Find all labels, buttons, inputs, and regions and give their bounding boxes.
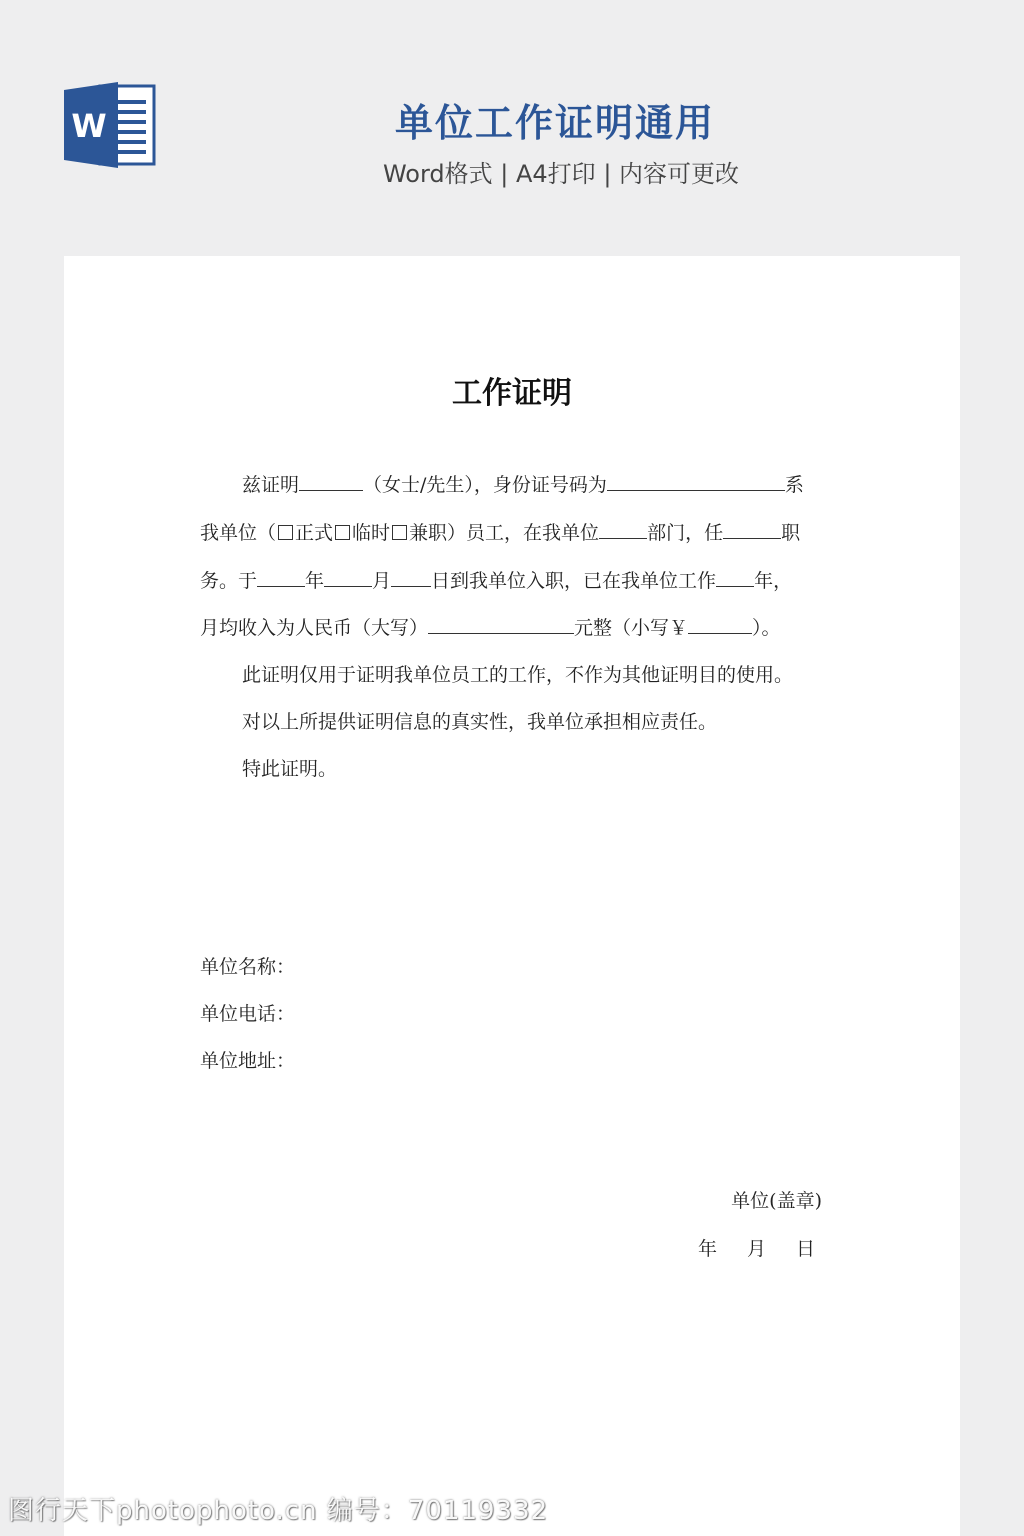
seal-label: 单位(盖章): [731, 1190, 822, 1212]
blank-position: [723, 520, 781, 539]
text: 职: [781, 522, 801, 544]
document-title: 工作证明: [452, 376, 572, 411]
page-subtitle: Word格式 | A4打印 | 内容可更改: [382, 160, 740, 188]
document-page: [64, 256, 960, 1536]
date-month: 月: [747, 1238, 767, 1260]
text: 日到我单位入职，已在我单位工作: [431, 570, 717, 592]
paragraph-4: 特此证明。: [242, 758, 338, 780]
checkbox-icon: [392, 525, 407, 540]
unit-name-label: 单位名称：: [200, 956, 296, 978]
blank-id-number: [607, 472, 785, 491]
paragraph-1-line-3: [200, 566, 792, 593]
text: 兼职）员工，在我单位: [409, 522, 600, 544]
blank-day: [391, 568, 431, 587]
text: 元整（小写￥: [574, 617, 689, 639]
word-icon-letter: W: [71, 107, 107, 145]
page-title: 单位工作证明通用: [394, 101, 715, 145]
unit-phone-label: 单位电话：: [200, 1003, 296, 1025]
watermark: 图行天下photophoto.cn 编号：70119332: [8, 1496, 549, 1526]
checkbox-icon: [278, 525, 293, 540]
paragraph-1-line-1: [242, 470, 804, 497]
text: 年，: [754, 570, 793, 592]
text: 临时: [352, 522, 391, 544]
paragraph-3: 对以上所提供证明信息的真实性，我单位承担相应责任。: [242, 711, 718, 733]
date-line: [698, 1234, 815, 1261]
paragraph-2: 此证明仅用于证明我单位员工的工作，不作为其他证明目的使用。: [242, 664, 794, 686]
paragraph-1-line-2: [200, 518, 800, 545]
blank-years-worked: [716, 568, 754, 587]
blank-month: [324, 568, 372, 587]
date-year: 年: [698, 1238, 718, 1260]
text: 正式: [295, 522, 334, 544]
paragraph-1-line-4: [200, 613, 781, 640]
date-day: 日: [796, 1238, 816, 1260]
text: ）。: [752, 617, 781, 639]
blank-name: [299, 472, 363, 491]
text: 部门，任: [647, 522, 724, 544]
blank-income-uppercase: [428, 615, 574, 634]
blank-income-number: [688, 615, 752, 634]
unit-address-label: 单位地址：: [200, 1050, 296, 1072]
blank-department: [599, 520, 647, 539]
text: 务。于: [200, 570, 258, 592]
text: 系: [784, 474, 804, 496]
text: 兹证明: [242, 474, 300, 496]
blank-year: [257, 568, 305, 587]
text: 我单位（: [200, 522, 277, 544]
text: 月: [372, 570, 392, 592]
text: （女士/先生），身份证号码为: [363, 474, 607, 496]
checkbox-icon: [335, 525, 350, 540]
text: 月均收入为人民币（大写）: [200, 617, 429, 639]
text: 年: [305, 570, 325, 592]
